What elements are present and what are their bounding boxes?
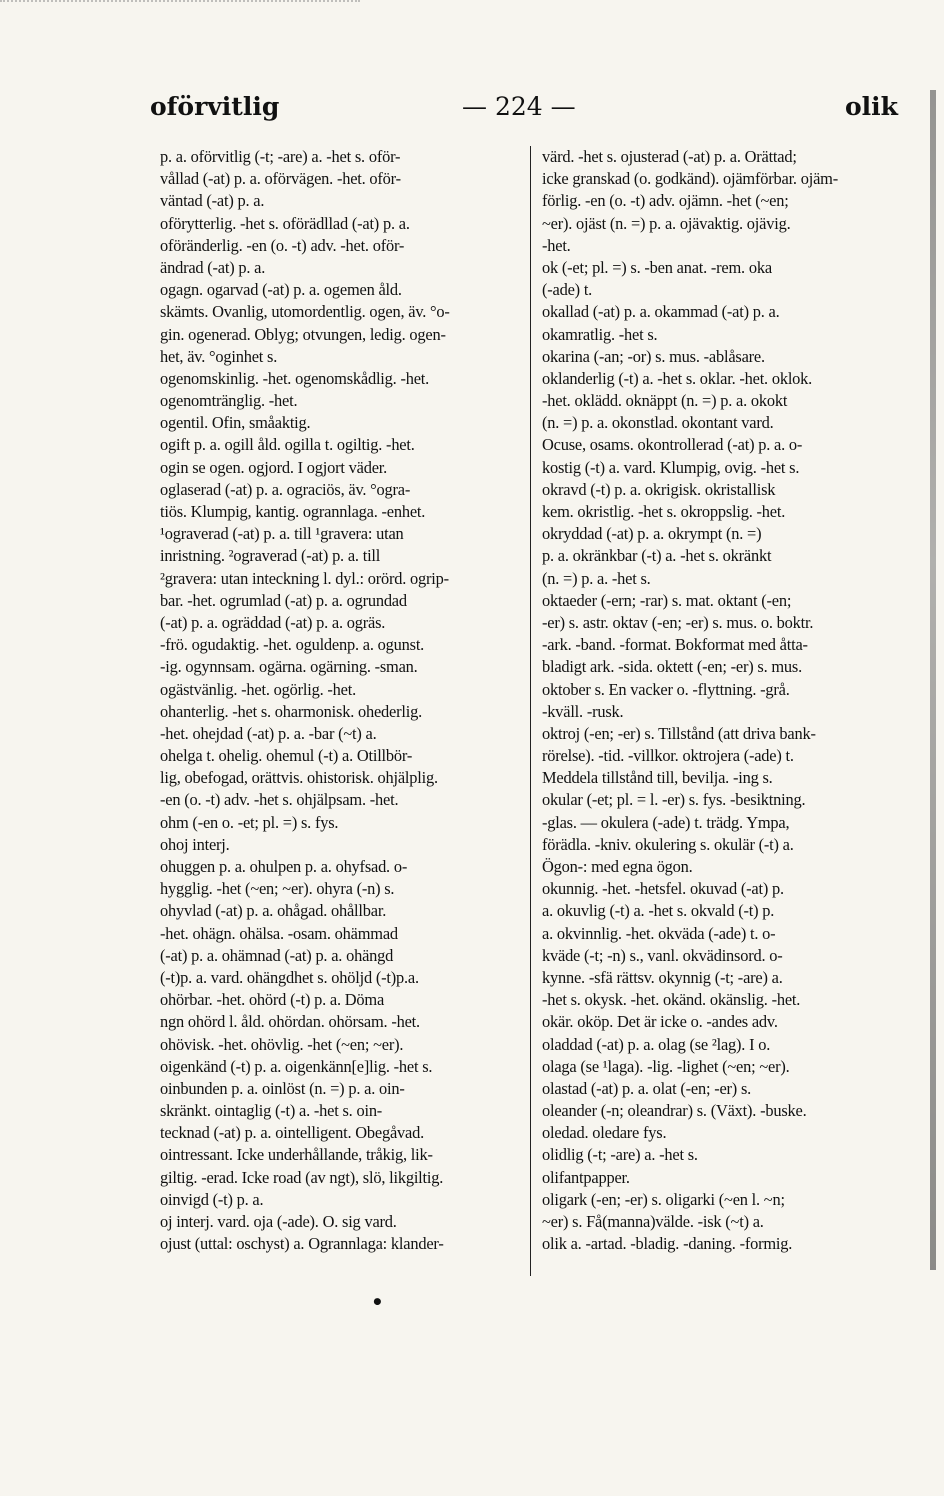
- dictionary-line: okryddad (-at) p. a. okrympt (n. =): [542, 524, 762, 544]
- dictionary-line: olaga (se ¹laga). -lig. -lighet (~en; ~er).: [542, 1056, 790, 1076]
- dictionary-line: värd. -het s. ojusterad (-at) p. a. Orättad;: [542, 147, 797, 166]
- dictionary-line: skämts. Ovanlig, utomordentlig. ogen, äv. °o-: [160, 302, 450, 322]
- dictionary-line: kem. okristlig. -het s. okroppslig. -het.: [542, 502, 786, 521]
- dictionary-line: ogästvänlig. -het. ogörlig. -het.: [160, 679, 356, 699]
- dictionary-line: oklanderlig (-t) a. -het s. oklar. -het. oklok.: [542, 368, 813, 388]
- dictionary-line: oinvigd (-t) p. a.: [160, 1189, 264, 1209]
- dictionary-line: Ögon-: med egna ögon.: [542, 857, 693, 876]
- dictionary-line: okravd (-t) p. a. okrigisk. okristallisk: [542, 479, 776, 499]
- page-edge-shadow: [930, 90, 936, 1270]
- dictionary-line: tecknad (-at) p. a. ointelligent. Obegåvad.: [160, 1123, 425, 1143]
- top-edge-marks: [0, 0, 360, 12]
- dictionary-line: oj interj. vard. oja (-ade). O. sig vard.: [160, 1212, 397, 1231]
- dictionary-line: ²gravera: utan inteckning l. dyl.: orörd. ogrip-: [160, 568, 449, 588]
- dictionary-line: oinbunden p. a. oinlöst (n. =) p. a. oin-: [160, 1078, 405, 1098]
- dictionary-line: oledad. oledare fys.: [542, 1123, 667, 1143]
- dictionary-line: kynne. -sfä rättsv. okynnig (-t; -are) a.: [542, 967, 783, 987]
- dictionary-line: Meddela tillstånd till, bevilja. -ing s.: [542, 768, 773, 788]
- dictionary-line: okular (-et; pl. = l. -er) s. fys. -besiktning.: [542, 790, 806, 810]
- dictionary-line: ~er). ojäst (n. =) p. a. ojävaktig. ojävig.: [542, 213, 791, 233]
- dictionary-line: väntad (-at) p. a.: [160, 191, 265, 211]
- dictionary-line: (n. =) p. a. -het s.: [542, 568, 651, 588]
- dictionary-line: oglaserad (-at) p. a. ograciös, äv. °ogra-: [160, 479, 411, 499]
- dictionary-line: skränkt. ointaglig (-t) a. -het s. oin-: [160, 1101, 383, 1121]
- dictionary-line: oligark (-en; -er) s. oligarki (~en l. ~n;: [542, 1189, 785, 1209]
- dictionary-line: olifantpapper.: [542, 1167, 630, 1187]
- dictionary-line: olidlig (-t; -are) a. -het s.: [542, 1145, 698, 1165]
- dictionary-line: (-t)p. a. vard. ohängdhet s. ohöljd (-t)p.a.: [160, 967, 419, 987]
- dictionary-line: Ocuse, osams. okontrollerad (-at) p. a. o-: [542, 435, 803, 455]
- dictionary-line: kväde (-t; -n) s., vanl. okvädinsord. o-: [542, 945, 783, 965]
- dictionary-line: oigenkänd (-t) p. a. oigenkänn[e]lig. -het s.: [160, 1056, 433, 1076]
- dictionary-line: okär. oköp. Det är icke o. -andes adv.: [542, 1012, 778, 1032]
- dictionary-line: ointressant. Icke underhållande, tråkig, lik-: [160, 1145, 433, 1165]
- dictionary-line: giltig. -erad. Icke road (av ngt), slö, likgiltig.: [160, 1167, 444, 1187]
- dictionary-line: ogenomskinlig. -het. ogenomskådlig. -het.: [160, 368, 430, 388]
- dictionary-line: ohörbar. -het. ohörd (-t) p. a. Döma: [160, 990, 385, 1010]
- header-left-guide-word: oförvitlig: [150, 92, 280, 121]
- dictionary-line: ohuggen p. a. ohulpen p. a. ohyfsad. o-: [160, 857, 408, 876]
- dictionary-line: ogentil. Ofin, småaktig.: [160, 413, 311, 433]
- dictionary-line: rörelse). -tid. -villkor. oktrojera (-ade) t.: [542, 746, 794, 766]
- dictionary-line: ogagn. ogarvad (-at) p. a. ogemen åld.: [160, 280, 402, 300]
- dictionary-line: inristning. ²ograverad (-at) p. a. till: [160, 546, 381, 566]
- dictionary-line: oleander (-n; oleandrar) s. (Växt). -buske.: [542, 1101, 807, 1121]
- dictionary-line: ogenomtränglig. -het.: [160, 391, 298, 411]
- dictionary-line: ohövisk. -het. ohövlig. -het (~en; ~er).: [160, 1034, 404, 1054]
- dictionary-line: lig, obefogad, orättvis. ohistorisk. ohjälplig.: [160, 768, 438, 788]
- left-column: [160, 146, 520, 1255]
- page-header: [150, 92, 920, 132]
- dictionary-line: bar. -het. ogrumlad (-at) p. a. ogrundad: [160, 590, 407, 610]
- dictionary-line: (-ade) t.: [542, 280, 593, 300]
- dictionary-line: oktober s. En vacker o. -flyttning. -grå.: [542, 679, 790, 699]
- dictionary-line: ~er) s. Få(manna)välde. -isk (~t) a.: [542, 1212, 764, 1231]
- column-divider: [530, 146, 531, 1276]
- dictionary-line: -ig. ogynnsam. ogärna. ogärning. -sman.: [160, 657, 418, 677]
- dictionary-line: ojust (uttal: oschyst) a. Ogrannlaga: klander-: [160, 1234, 444, 1254]
- dictionary-line: oladdad (-at) p. a. olag (se ²lag). I o.: [542, 1034, 771, 1054]
- dictionary-line: ändrad (-at) p. a.: [160, 257, 266, 277]
- dictionary-line: (n. =) p. a. okonstlad. okontant vard.: [542, 413, 774, 433]
- dictionary-line: p. a. okränkbar (-t) a. -het s. okränkt: [542, 546, 772, 566]
- dictionary-line: -het. ohägn. ohälsa. -osam. ohämmad: [160, 923, 398, 943]
- dictionary-line: kostig (-t) a. vard. Klumpig, ovig. -het s.: [542, 457, 800, 477]
- dictionary-line: -het.: [542, 235, 571, 255]
- dictionary-line: förlig. -en (o. -t) adv. ojämn. -het (~en;: [542, 191, 789, 211]
- right-column: [542, 146, 910, 1255]
- dictionary-line: ngn ohörd l. åld. ohördan. ohörsam. -het.: [160, 1012, 420, 1032]
- dictionary-line: -en (o. -t) adv. -het s. ohjälpsam. -het.: [160, 790, 399, 810]
- dictionary-line: a. okvinnlig. -het. okväda (-ade) t. o-: [542, 923, 776, 943]
- dictionary-line: ogin se ogen. ogjord. I ogjort väder.: [160, 457, 388, 477]
- dictionary-line: -er) s. astr. oktav (-en; -er) s. mus. o. boktr.: [542, 612, 814, 632]
- dictionary-line: (-at) p. a. ohämnad (-at) p. a. ohängd: [160, 945, 394, 965]
- dictionary-line: okunnig. -het. -hetsfel. okuvad (-at) p.: [542, 879, 784, 899]
- dictionary-line: okarina (-an; -or) s. mus. -ablåsare.: [542, 346, 765, 366]
- dictionary-line: a. okuvlig (-t) a. -het s. okvald (-t) p.: [542, 901, 775, 921]
- dictionary-line: -ark. -band. -format. Bokformat med åtta-: [542, 635, 808, 655]
- dictionary-line: ohm (-en o. -et; pl. =) s. fys.: [160, 812, 339, 832]
- dictionary-line: olastad (-at) p. a. olat (-en; -er) s.: [542, 1078, 752, 1098]
- dictionary-line: bladigt ark. -sida. oktett (-en; -er) s. mus.: [542, 657, 803, 677]
- dictionary-line: okamratlig. -het s.: [542, 324, 658, 344]
- dictionary-line: oktroj (-en; -er) s. Tillstånd (att driva bank-: [542, 723, 816, 743]
- dictionary-line: -kväll. -rusk.: [542, 701, 624, 721]
- page-number: — 224 —: [462, 92, 576, 121]
- dictionary-line: hygglig. -het (~en; ~er). ohyra (-n) s.: [160, 879, 395, 899]
- dictionary-line: ohelga t. ohelig. ohemul (-t) a. Otillbör-: [160, 746, 413, 766]
- dictionary-line: vållad (-at) p. a. oförvägen. -het. oför-: [160, 169, 401, 189]
- dictionary-line: (-at) p. a. ogräddad (-at) p. a. ogräs.: [160, 612, 386, 632]
- dictionary-line: -het s. okysk. -het. okänd. okänslig. -het.: [542, 990, 801, 1010]
- dictionary-line: -het. oklädd. oknäppt (n. =) p. a. okokt: [542, 391, 788, 411]
- dictionary-line: ohanterlig. -het s. oharmonisk. ohederlig.: [160, 701, 422, 721]
- dictionary-line: tiös. Klumpig, kantig. ogrannlaga. -enhet.: [160, 502, 426, 521]
- dictionary-line: oföränderlig. -en (o. -t) adv. -het. oför-: [160, 235, 405, 255]
- dictionary-line: ¹ograverad (-at) p. a. till ¹gravera: utan: [160, 524, 404, 544]
- dictionary-line: okallad (-at) p. a. okammad (-at) p. a.: [542, 302, 780, 322]
- dictionary-line: gin. ogenerad. Oblyg; otvungen, ledig. ogen-: [160, 324, 446, 344]
- dictionary-line: p. a. oförvitlig (-t; -are) a. -het s. oför-: [160, 147, 401, 166]
- dictionary-line: -het. ohejdad (-at) p. a. -bar (~t) a.: [160, 723, 377, 743]
- dictionary-line: icke granskad (o. godkänd). ojämförbar. ojäm-: [542, 169, 838, 189]
- dictionary-line: ohoj interj.: [160, 834, 230, 854]
- dictionary-line: -glas. — okulera (-ade) t. trädg. Ympa,: [542, 812, 790, 832]
- dictionary-line: ok (-et; pl. =) s. -ben anat. -rem. oka: [542, 257, 772, 277]
- dictionary-line: het, äv. °oginhet s.: [160, 346, 278, 366]
- dictionary-line: oktaeder (-ern; -rar) s. mat. oktant (-en;: [542, 590, 792, 610]
- dictionary-line: ohyvlad (-at) p. a. ohågad. ohållbar.: [160, 901, 387, 921]
- dictionary-line: ogift p. a. ogill åld. ogilla t. ogiltig. -het.: [160, 435, 415, 455]
- dictionary-line: förädla. -kniv. okulering s. okulär (-t) a.: [542, 834, 794, 854]
- footer-mark: •: [371, 1290, 384, 1314]
- dictionary-line: olik a. -artad. -bladig. -daning. -formig.: [542, 1234, 793, 1254]
- dictionary-line: oförytterlig. -het s. oförädllad (-at) p. a.: [160, 213, 410, 233]
- dictionary-line: -frö. ogudaktig. -het. oguldenp. a. ogunst.: [160, 635, 425, 655]
- header-right-guide-word: olik: [845, 92, 898, 121]
